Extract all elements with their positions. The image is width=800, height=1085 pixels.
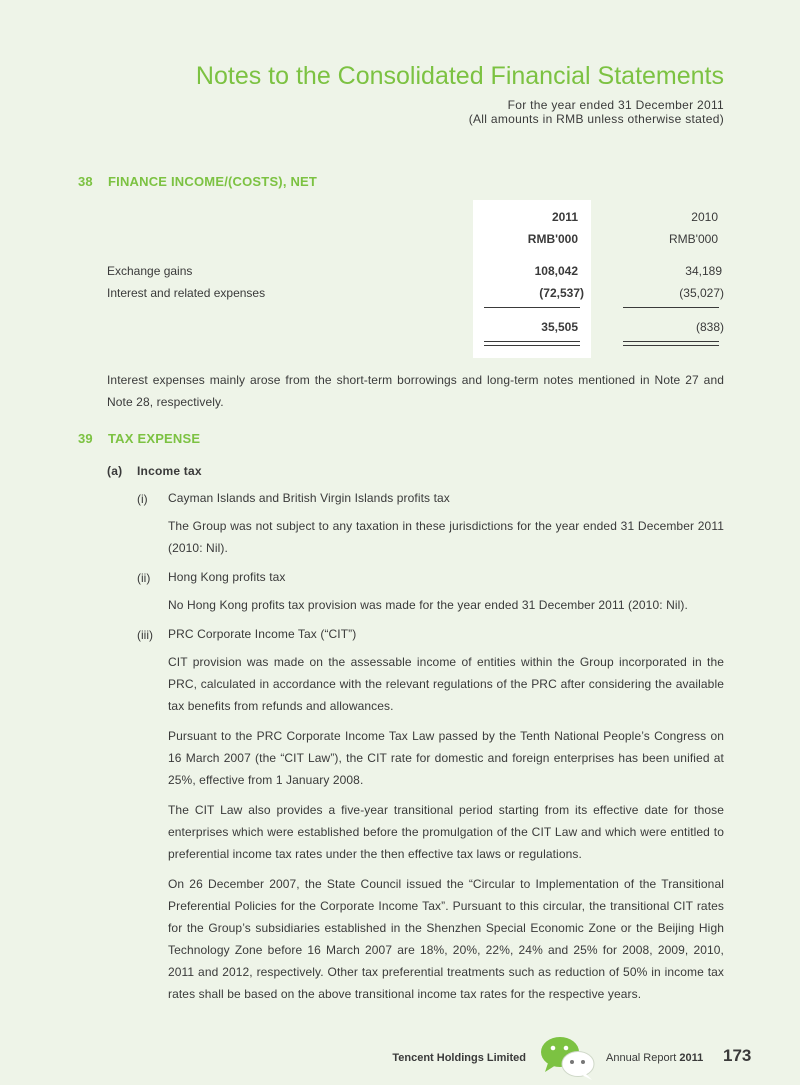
total-2010: (838) xyxy=(695,320,724,334)
unit-2010: RMB'000 xyxy=(669,232,718,246)
total-double-rule-2010-a xyxy=(623,341,719,342)
total-2011: 35,505 xyxy=(541,320,578,334)
item-ii-heading: Hong Kong profits tax xyxy=(168,570,286,584)
note-38-title: FINANCE INCOME/(COSTS), NET xyxy=(108,174,318,189)
page-title: Notes to the Consolidated Financial Statements xyxy=(195,62,724,90)
row-label-exchange-gains: Exchange gains xyxy=(107,264,193,278)
footer-report xyxy=(606,1052,703,1064)
wechat-logo-icon xyxy=(536,1032,600,1082)
total-double-rule-2011-a xyxy=(484,341,580,342)
item-ii-number: (ii) xyxy=(137,571,151,585)
item-ii-paragraph: No Hong Kong profits tax provision was made for the year ended 31 December 2011 (2010: Nil). xyxy=(168,598,688,612)
value-2010-exchange-gains: 34,189 xyxy=(685,264,722,278)
total-double-rule-2010-b xyxy=(623,345,719,346)
item-iii-paragraph-4: On 26 December 2007, the State Council issued the “Circular to Implementation of the Transitional Preferential Policies for the Corporate Income Tax”. Pursuant to this circular, the transitional CIT rates for the Group’s subsidiaries established in the Shenzhen Special Economic Zone or the Beijing High Technology Zone before 16 March 2007 are 18%, 20%, 22%, 24% and 25% for 2008, 2009, 2010, 2011 and 2012, respectively. Other tax preferential treatments such as reduction of 50% in income tax rates shall be based on the above transitional income tax rates for the respective years. xyxy=(168,877,724,1001)
item-iii-number: (iii) xyxy=(137,628,153,642)
subsection-a-title: Income tax xyxy=(137,464,202,478)
value-2011-interest: (72,537) xyxy=(539,286,584,300)
subtotal-rule-2010 xyxy=(623,307,719,308)
note-38-heading xyxy=(78,174,317,189)
col-header-2011: 2011 xyxy=(551,210,578,224)
footer-report-year: 2011 xyxy=(679,1052,704,1064)
note-39-number: 39 xyxy=(78,431,93,446)
item-iii-paragraph-1: CIT provision was made on the assessable income of entities within the Group incorporated in the PRC, calculated in accordance with the relevant regulations of the PRC after considering the available tax benefits from refunds and allowances. xyxy=(168,655,724,713)
value-2010-interest: (35,027) xyxy=(679,286,724,300)
item-iii-heading: PRC Corporate Income Tax (“CIT”) xyxy=(168,627,357,641)
footer-company: Tencent Holdings Limited xyxy=(392,1052,526,1064)
item-i-paragraph: The Group was not subject to any taxation in these jurisdictions for the year ended 31 December 2011 (2010: Nil). xyxy=(168,519,724,555)
page-number: 173 xyxy=(723,1046,752,1065)
col-header-2010: 2010 xyxy=(691,210,718,224)
subtotal-rule-2011 xyxy=(484,307,580,308)
row-label-interest: Interest and related expenses xyxy=(107,286,266,300)
value-2011-exchange-gains: 108,042 xyxy=(534,264,578,278)
item-iii-paragraph-3: The CIT Law also provides a five-year transitional period starting from its effective date for those enterprises which were established before the promulgation of the CIT Law and which were entitled to preferential income tax rates under the then effective tax laws or regulations. xyxy=(168,803,724,861)
item-i-heading: Cayman Islands and British Virgin Islands profits tax xyxy=(168,491,450,505)
note-38-number: 38 xyxy=(78,174,93,189)
note-38-paragraph: Interest expenses mainly arose from the short-term borrowings and long-term notes mentioned in Note 27 and Note 28, respectively. xyxy=(107,373,724,409)
subsection-a-label: (a) xyxy=(107,464,123,478)
item-i-number: (i) xyxy=(137,492,148,506)
period-subtitle: For the year ended 31 December 2011 xyxy=(507,98,724,112)
note-39-title: TAX EXPENSE xyxy=(108,431,201,446)
currency-subtitle: (All amounts in RMB unless otherwise stated) xyxy=(468,112,724,126)
total-double-rule-2011-b xyxy=(484,345,580,346)
unit-2011: RMB'000 xyxy=(527,232,578,246)
footer-report-label: Annual Report xyxy=(606,1052,677,1064)
note-39-heading xyxy=(78,431,200,446)
item-iii-paragraph-2: Pursuant to the PRC Corporate Income Tax Law passed by the Tenth National People’s Congress on 16 March 2007 (the “CIT Law”), the CIT rate for domestic and foreign enterprises has been unified at 25%, effective from 1 January 2008. xyxy=(168,729,724,787)
